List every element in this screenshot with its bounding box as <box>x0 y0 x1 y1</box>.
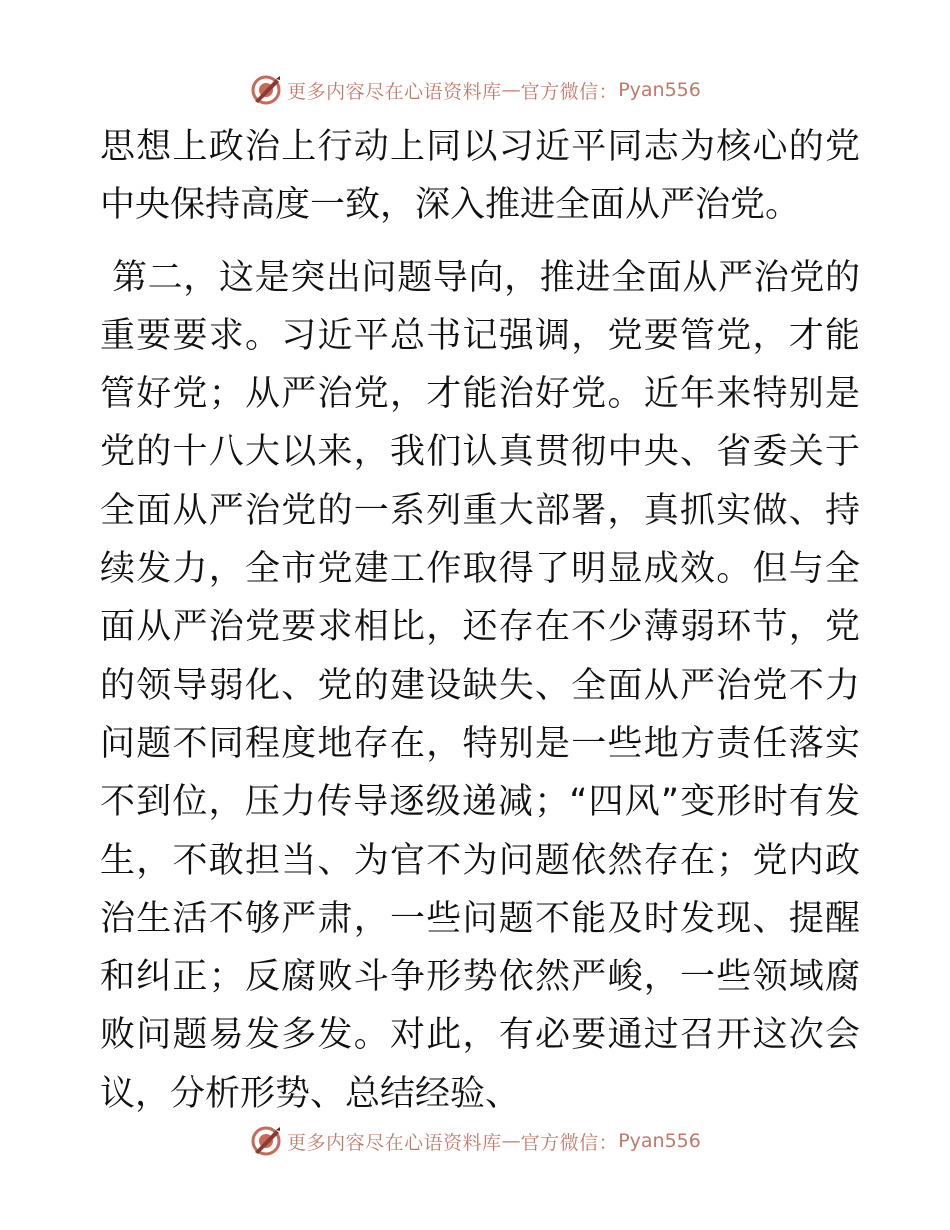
watermark-text: 更多内容尽在心语资料库 <box>287 1131 502 1154</box>
watermark-wechat-id: Pyan556 <box>618 79 701 101</box>
quill-logo-icon <box>249 1124 283 1158</box>
header-watermark <box>0 70 950 110</box>
quill-logo-icon <box>249 73 283 107</box>
watermark-separator: — <box>501 79 521 101</box>
watermark-wechat-label: 官方微信： <box>520 1131 619 1154</box>
document-body <box>100 118 860 1123</box>
paragraph-second-point: 第二，这是突出问题导向，推进全面从严治党的重要要求。习近平总书记强调，党要管党，才能管好党；从严治党，才能治好党。近年来特别是党的十八大以来，我们认真贯彻中央、省委关于全面从严治党的一系列重大部署，真抓实做、持续发力，全市党建工作取得了明显成效。但与全面从严治党要求相比，还存在不少薄弱环节，党的领导弱化、党的建设缺失、全面从严治党不力问题不同程度地存在，特别是一些地方责任落实不到位，压力传导逐级递减；“四风”变形时有发生，不敢担当、为官不为问题依然存在；党内政治生活不够严肃，一些问题不能及时发现、提醒和纠正；反腐败斗争形势依然严峻，一些领域腐败问题易发多发。对此，有必要通过召开这次会议，分析形势、总结经验、 <box>100 257 860 1114</box>
watermark-wechat-id: Pyan556 <box>618 1130 701 1152</box>
watermark-separator: — <box>501 1130 521 1152</box>
footer-watermark <box>0 1121 950 1161</box>
paragraph-continued: 思想上政治上行动上同以习近平同志为核心的党中央保持高度一致，深入推进全面从严治党。 <box>100 127 860 226</box>
watermark-text: 更多内容尽在心语资料库 <box>287 80 502 103</box>
watermark-wechat-label: 官方微信： <box>520 80 619 103</box>
